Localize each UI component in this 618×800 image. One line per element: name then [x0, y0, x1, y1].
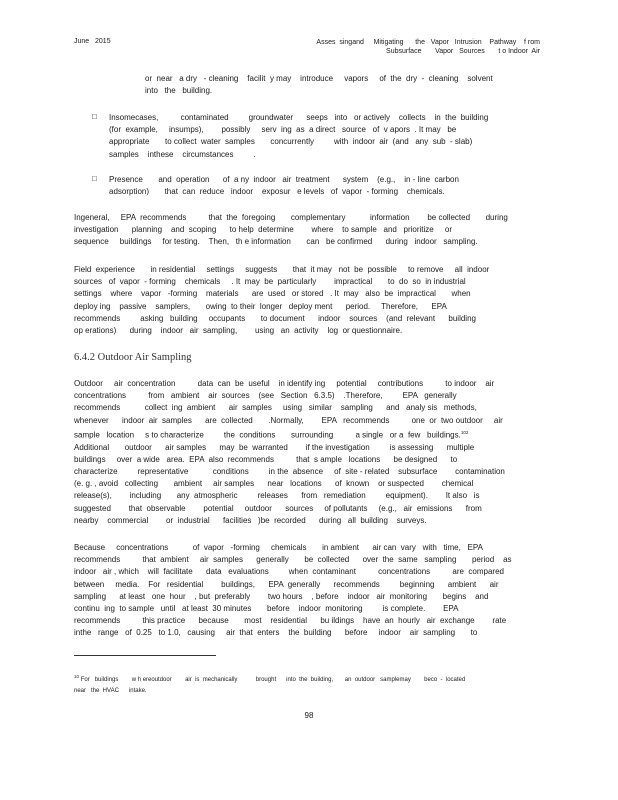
footnote-reference[interactable]: 102: [460, 429, 469, 435]
header-title: [316, 38, 540, 56]
section-heading: 6.4.2 Outdoor Air Sampling: [74, 352, 192, 363]
body-paragraph: Field experience in residential settings suggests that it may not be possible to remove all indoor sources of vapor - forming chemicals . It may be particularly impractical to do so in industrial settings where vapor -forming materials are used or stored . It may also be impractical when deploy ing passive samplers, owing to their longer deploy ment period. Therefore, EPA recommends asking building occupants to document indoor sources (and relevant building op erations) during indoor air sampling, using an activity log or questionnaire.: [74, 265, 490, 336]
paragraph-text: Outdoor air concentration data can be useful in identify ing potential contributions to indoor air concentrations from ambient air sources (see Section 6.3.5) .Therefore, EPA generally recommends collect ing ambient air samples using similar sampling and analy sis methods, whenever indoor air samples are collected .Normally, EPA recommends one or two outdoor air sample location s to characterize the conditions surrounding a single or a few buildings.: [74, 379, 503, 440]
bullet-text: Insomecases, contaminated groundwater seeps into or actively collects in the building (for example, insumps), possibly serv ing as a direct source of v apors . It may be appropriate to collect water samples concurrently with indoor air (and any sub - slab) samples inthese circumstances .: [109, 113, 489, 159]
header-date: June 2015: [74, 38, 111, 45]
body-paragraph: [74, 378, 540, 527]
footnote-number: 10: [74, 674, 80, 679]
header-title-line2: Subsurface Vapor Sources t o Indoor Air: [386, 48, 540, 55]
continued-bullet-text: or near a dry - cleaning facilit y may introduce vapors of the dry - cleaning solvent into the building.: [145, 74, 493, 96]
page-number: 98: [304, 711, 314, 720]
footnote: [74, 671, 540, 697]
bullet-marker: □: [92, 112, 97, 121]
footnote-divider: [74, 655, 216, 656]
bullet-marker: □: [92, 174, 97, 183]
body-paragraph: Ingeneral, EPA recommends that the foregoing complementary information be collected during investigation planning and scoping to help determine where to sample and prioritize or sequence buildings for testing. Then, th e information can be confirmed during indoor sampling.: [74, 213, 508, 247]
body-paragraph: Because concentrations of vapor -forming chemicals in ambient air can vary with time, EPA recommends that ambient air samples generally be collected over the same sampling period as indoor air , which will facilitate data evaluations when contaminant concentrations are compared between media. For residential buildings, EPA generally recommends beginning ambient air sampling at least one hour , but preferably two hours , before indoor air monitoring begins and continu ing to sample until at least 30 minutes before indoor monitoring is complete. EPA recommends this practice because most residential bu ildings have an hourly air exchange rate inthe range of 0.25 to 1.0, causing air that enters the building before indoor air sampling to: [74, 543, 512, 638]
footnote-text: For buildings w h ereoutdoor air is mechanically brought into the building, an outdoor samplemay beco - located near the HVAC intake.: [74, 677, 466, 694]
bullet-text: Presence and operation of a ny indoor air treatment system (e.g., in - line carbon adsorption) that can reduce indoor exposur e levels of vapor - forming chemicals.: [109, 175, 459, 197]
header-title-line1: Asses singand Mitigating the Vapor Intrusion Pathway f rom: [316, 39, 540, 46]
paragraph-text: Additional outdoor air samples may be warranted if the investigation is assessing multiple buildings over a wide area. EPA also recommends that s ample locations be designed to characterize representative conditions in the absence of site - related subsurface contamination (e. g. , avoid collecting ambient air samples near locations of known or suspected chemical release(s), including any atmospheric releases from remediation equipment). It also is suggested that observable potential outdoor sources of pollutants (e.g., air emissions from nearby commercial or industrial facilities )be recorded during all building surveys.: [74, 442, 505, 525]
